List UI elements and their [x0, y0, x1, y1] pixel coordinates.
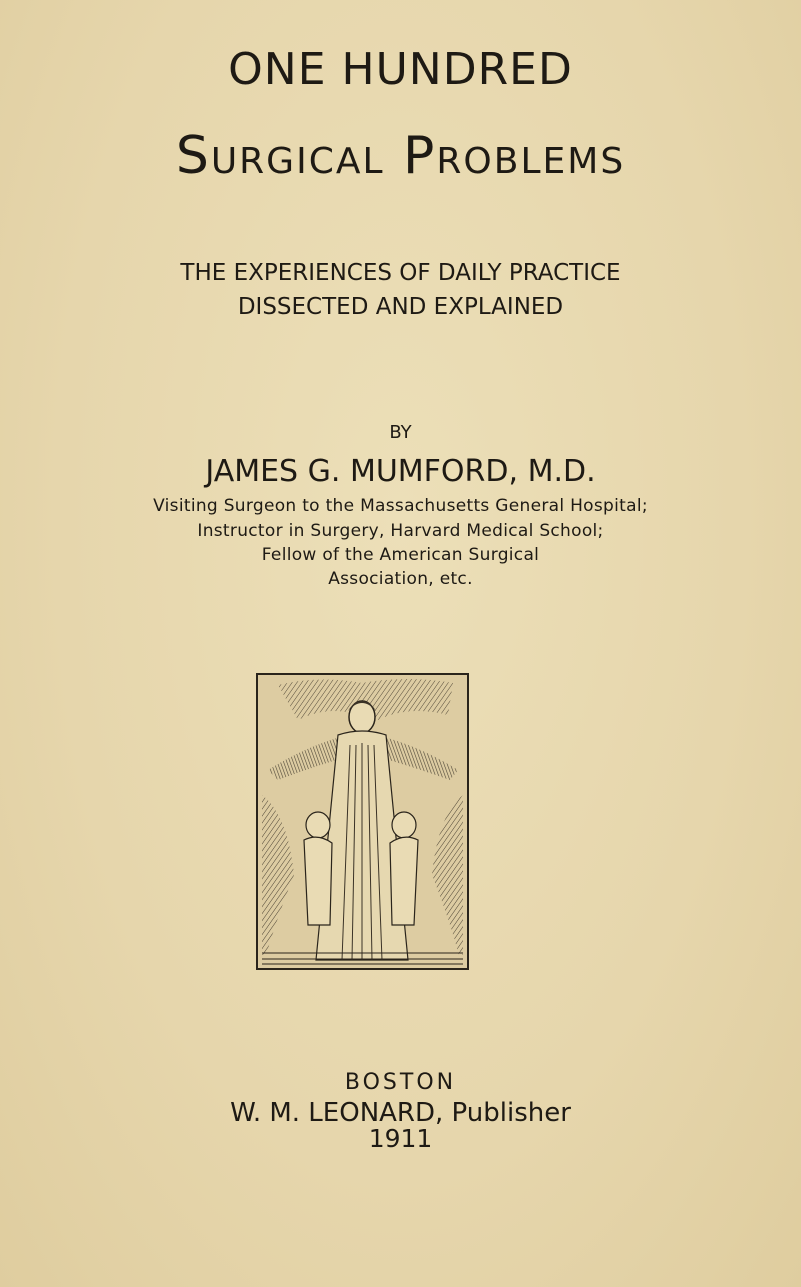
credential-line: Visiting Surgeon to the Massachusetts General Hospital; [153, 496, 648, 516]
credential-line: Fellow of the American Surgical [261, 545, 540, 565]
title-line-1: ONE HUNDRED [228, 44, 573, 95]
subtitle-line-1: THE EXPERIENCES OF DAILY PRACTICE [180, 260, 621, 286]
by-label: BY [389, 422, 412, 443]
publisher-city: BOSTON [344, 1070, 457, 1095]
emblem-figure-drawing [258, 675, 467, 968]
credential-line: Instructor in Surgery, Harvard Medical School; [197, 521, 604, 541]
publication-year: 1911 [368, 1124, 433, 1153]
title-line-2: Surgical Problems [175, 126, 626, 186]
subtitle-line-2: DISSECTED AND EXPLAINED [237, 294, 564, 320]
publisher-name: W. M. LEONARD, Publisher [230, 1098, 571, 1128]
credential-line: Association, etc. [328, 569, 473, 589]
author-name: JAMES G. MUMFORD, M.D. [205, 454, 596, 489]
publisher-emblem-illustration [256, 673, 469, 970]
